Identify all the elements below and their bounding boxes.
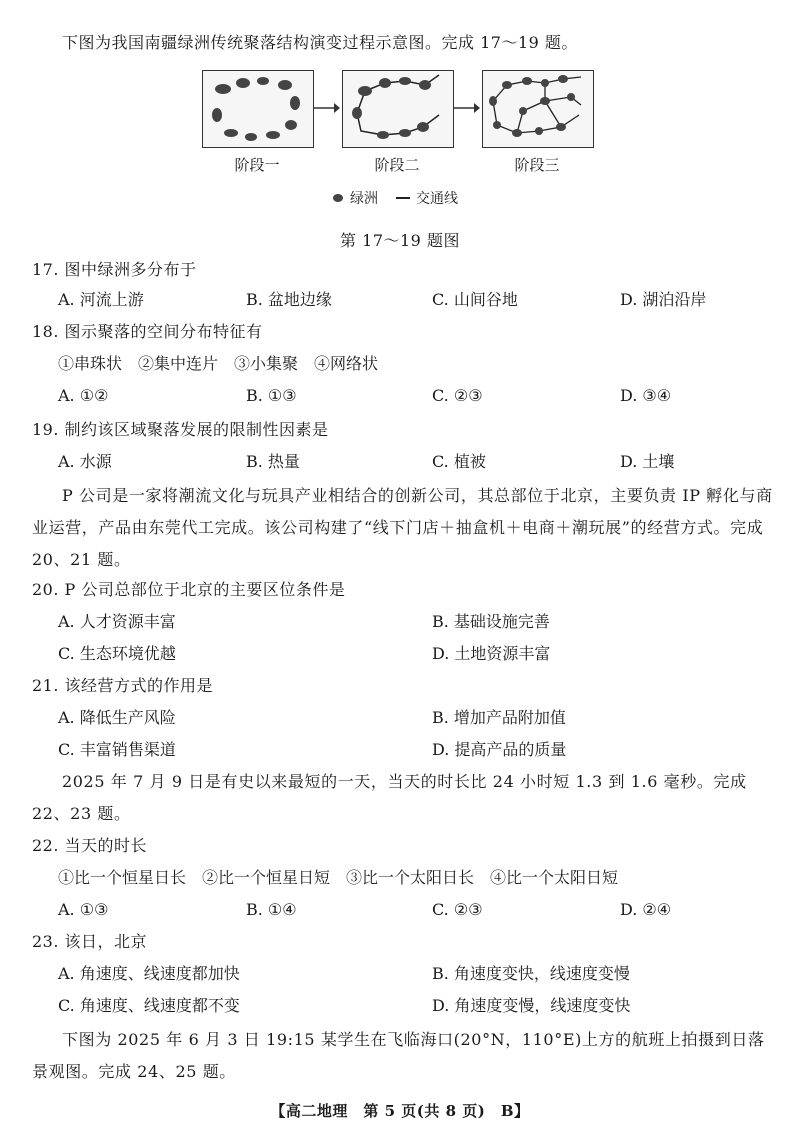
question-23-stem: 23. 该日，北京 xyxy=(32,932,148,951)
q17-option-d: D. 湖泊沿岸 xyxy=(620,290,707,309)
question-19-stem: 19. 制约该区域聚落发展的限制性因素是 xyxy=(32,420,329,439)
q22-option-a: A. ①③ xyxy=(58,900,109,919)
passage-p-company: P 公司是一家将潮流文化与玩具产业相结合的创新公司，其总部位于北京，主要负责 IP 孵化与商业运营，产品由东莞代工完成。该公司构建了“线下门店＋抽盒机＋电商＋潮玩展”的经营方式。完成 20、21 题。 xyxy=(32,486,773,569)
q17-option-a: A. 河流上游 xyxy=(58,290,144,309)
q21-option-d: D. 提高产品的质量 xyxy=(432,740,567,759)
q23-option-d: D. 角速度变慢，线速度变快 xyxy=(432,996,631,1015)
stage-three-map xyxy=(483,71,593,147)
q22-option-b: B. ①④ xyxy=(246,900,297,919)
question-21-stem: 21. 该经营方式的作用是 xyxy=(32,676,214,695)
q19-option-a: A. 水源 xyxy=(58,452,112,471)
stage-one-diagram xyxy=(202,70,314,148)
q23-option-c: C. 角速度、线速度都不变 xyxy=(58,996,240,1015)
q20-option-d: D. 土地资源丰富 xyxy=(432,644,551,663)
stage-one-label: 阶段一 xyxy=(234,156,280,174)
q20-option-c: C. 生态环境优越 xyxy=(58,644,176,663)
q21-option-b: B. 增加产品附加值 xyxy=(432,708,566,727)
figure-caption: 第 17～19 题图 xyxy=(340,231,460,250)
question-17-stem: 17. 图中绿洲多分布于 xyxy=(32,260,197,279)
q18-items: ①串珠状 ②集中连片 ③小集聚 ④网络状 xyxy=(58,354,379,373)
q23-option-b: B. 角速度变快，线速度变慢 xyxy=(432,964,630,983)
arrow-right-icon xyxy=(314,100,340,116)
question-20-stem: 20. P 公司总部位于北京的主要区位条件是 xyxy=(32,580,346,599)
q18-option-c: C. ②③ xyxy=(432,386,483,405)
q22-option-d: D. ②④ xyxy=(620,900,672,919)
page-footer: 【高二地理 第 5 页(共 8 页) B】 xyxy=(270,1102,530,1120)
stage-three-label: 阶段三 xyxy=(514,156,560,174)
q19-option-d: D. 土壤 xyxy=(620,452,675,471)
line-symbol-icon xyxy=(396,193,410,203)
q23-option-a: A. 角速度、线速度都加快 xyxy=(58,964,240,983)
intro-text: 下图为我国南疆绿洲传统聚落结构演变过程示意图。完成 17～19 题。 xyxy=(62,33,578,52)
q21-option-a: A. 降低生产风险 xyxy=(58,708,176,727)
passage-sunset-photo: 下图为 2025 年 6 月 3 日 19:15 某学生在飞临海口(20°N，110°E)上方的航班上拍摄到日落景观图。完成 24、25 题。 xyxy=(32,1030,765,1081)
q22-items: ①比一个恒星日长 ②比一个恒星日短 ③比一个太阳日长 ④比一个太阳日短 xyxy=(58,868,619,887)
settlement-evolution-figure xyxy=(180,58,620,228)
legend-transport xyxy=(396,188,458,208)
legend-oasis-label: 绿洲 xyxy=(350,191,378,207)
q17-option-b: B. 盆地边缘 xyxy=(246,290,332,309)
stage-two-label: 阶段二 xyxy=(374,156,420,174)
q18-option-d: D. ③④ xyxy=(620,386,672,405)
q20-option-a: A. 人才资源丰富 xyxy=(58,612,176,631)
question-22-stem: 22. 当天的时长 xyxy=(32,836,148,855)
stage-three-diagram xyxy=(482,70,594,148)
passage-shortest-day: 2025 年 7 月 9 日是有史以来最短的一天，当天的时长比 24 小时短 1.3 到 1.6 毫秒。完成 22、23 题。 xyxy=(32,772,747,823)
q17-option-c: C. 山间谷地 xyxy=(432,290,518,309)
q19-option-c: C. 植被 xyxy=(432,452,486,471)
figure-legend xyxy=(332,188,458,208)
q18-option-a: A. ①② xyxy=(58,386,109,405)
legend-line-label: 交通线 xyxy=(416,191,458,207)
q21-option-c: C. 丰富销售渠道 xyxy=(58,740,176,759)
q18-option-b: B. ①③ xyxy=(246,386,297,405)
question-18-stem: 18. 图示聚落的空间分布特征有 xyxy=(32,322,263,341)
q22-option-c: C. ②③ xyxy=(432,900,483,919)
stage-two-map xyxy=(343,71,453,147)
arrow-right-icon xyxy=(454,100,480,116)
legend-oasis xyxy=(332,188,378,208)
q20-option-b: B. 基础设施完善 xyxy=(432,612,550,631)
stage-one-map xyxy=(203,71,313,147)
q19-option-b: B. 热量 xyxy=(246,452,300,471)
stage-two-diagram xyxy=(342,70,454,148)
oasis-symbol-icon xyxy=(332,193,344,203)
